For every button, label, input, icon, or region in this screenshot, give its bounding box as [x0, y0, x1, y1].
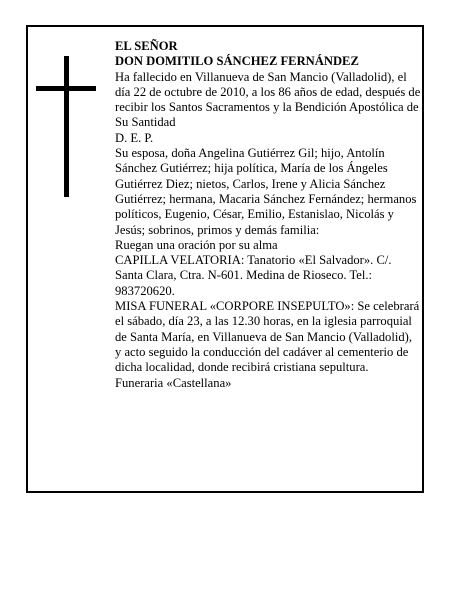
funeral-chapel-info: CAPILLA VELATORIA: Tanatorio «El Salvador». C/. Santa Clara, Ctra. N-601. Medina de Rioseco. Tel.: 983720620. — [115, 253, 392, 298]
family-list: Su esposa, doña Angelina Gutiérrez Gil; hijo, Antolín Sánchez Gutiérrez; hija política, María de los Ángeles Gutiérrez Diez; nietos, Carlos, Irene y Alicia Sánchez Gutiérrez; hermana, Macaria Sánchez Fernández; hermanos políticos, Eugenio, César, Emilio, Estanislao, Nicolás y Jesús; sobrinos, primos y demás familia: — [115, 146, 417, 237]
rip-line: D. E. P. — [115, 130, 154, 145]
prayer-request: Ruegan una oración por su alma — [115, 237, 278, 252]
death-announcement: Ha fallecido en Villanueva de San Mancio (Valladolid), el día 22 de octubre de 2010, a los 86 años de edad, después de recibir los Santos Sacramentos y la Bendición Apostólica de Su Santidad — [115, 69, 421, 130]
funeral-mass-info: MISA FUNERAL «CORPORE INSEPULTO»: Se celebrará el sábado, día 23, a las 12.30 horas, en la iglesia parroquial de Santa María, en Villanueva de San Mancio (Valladolid), y acto seguido la conducción del cadáver al cementerio de dicha localidad, donde recibirá cristiana sepultura. — [115, 299, 420, 375]
cross-icon — [64, 56, 69, 197]
funeral-home: Funeraria «Castellana» — [115, 375, 232, 390]
title-line-1: EL SEÑOR — [115, 39, 178, 53]
cross-icon-bar — [36, 86, 96, 91]
deceased-name: DON DOMITILO SÁNCHEZ FERNÁNDEZ — [115, 54, 359, 69]
obituary-text — [115, 39, 421, 391]
